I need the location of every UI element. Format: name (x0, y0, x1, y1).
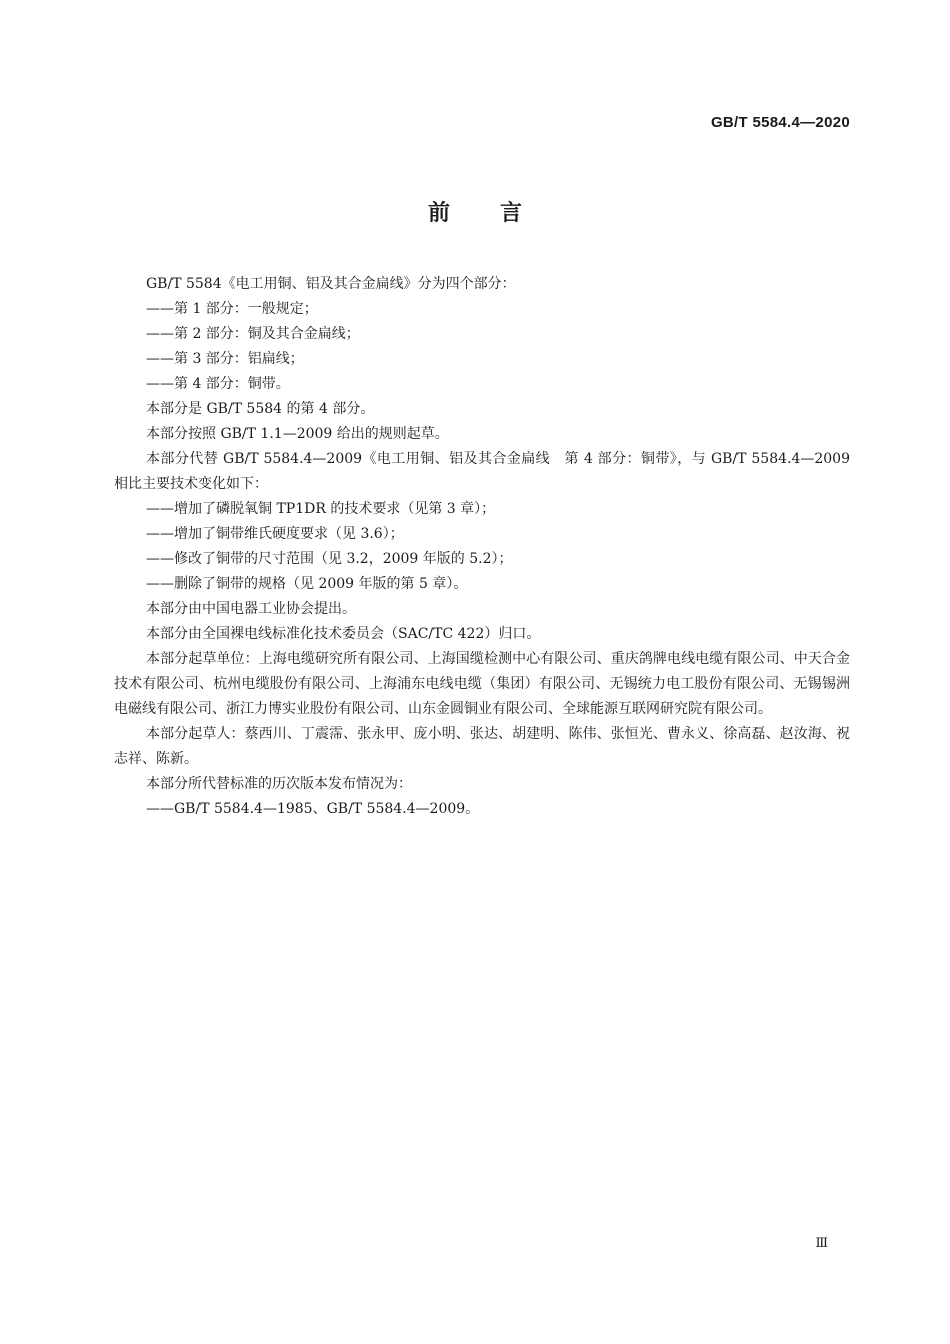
paragraph: 本部分起草单位：上海电缆研究所有限公司、上海国缆检测中心有限公司、重庆鸽牌电线电缆有限公司、中天合金技术有限公司、杭州电缆股份有限公司、上海浦东电线电缆（集团）有限公司、无锡统力电工股份有限公司、无锡锡洲电磁线有限公司、浙江力博实业股份有限公司、山东金圆铜业有限公司、全球能源互联网研究院有限公司。 (114, 651, 850, 717)
paragraph: 本部分起草人：蔡西川、丁震霈、张永甲、庞小明、张达、胡建明、陈伟、张恒光、曹永义、徐高磊、赵汝海、祝志祥、陈新。 (114, 726, 850, 767)
paragraph: 本部分代替 GB/T 5584.4—2009《电工用铜、铝及其合金扁线 第 4 部分：铜带》，与 GB/T 5584.4—2009 相比主要技术变化如下： (114, 451, 850, 492)
list-item: ——GB/T 5584.4—1985、GB/T 5584.4—2009。 (146, 801, 480, 817)
page-number: Ⅲ (815, 1236, 828, 1251)
paragraph: 本部分由全国裸电线标准化技术委员会（SAC/TC 422）归口。 (146, 626, 541, 642)
paragraph: 本部分所代替标准的历次版本发布情况为： (146, 776, 412, 792)
document-code: GB/T 5584.4—2020 (710, 114, 850, 131)
list-item: ——删除了铜带的规格（见 2009 年版的第 5 章）。 (146, 576, 468, 592)
list-item: ——增加了铜带维氏硬度要求（见 3.6）； (146, 526, 404, 542)
list-item: ——第 2 部分：铜及其合金扁线； (146, 326, 360, 342)
list-item: ——第 4 部分：铜带。 (146, 376, 290, 392)
list-item: ——第 3 部分：铝扁线； (146, 351, 304, 367)
paragraph: 本部分按照 GB/T 1.1—2009 给出的规则起草。 (146, 426, 449, 442)
list-item: ——修改了铜带的尺寸范围（见 3.2，2009 年版的 5.2）； (146, 551, 513, 567)
paragraph: 本部分是 GB/T 5584 的第 4 部分。 (146, 401, 375, 417)
page-title: 前言 (427, 201, 572, 226)
foreword-body (114, 272, 850, 822)
list-item: ——第 1 部分：一般规定； (146, 301, 318, 317)
list-item: ——增加了磷脱氧铜 TP1DR 的技术要求（见第 3 章）； (146, 501, 496, 517)
paragraph: 本部分由中国电器工业协会提出。 (146, 601, 356, 617)
paragraph: GB/T 5584《电工用铜、铝及其合金扁线》分为四个部分： (146, 276, 516, 292)
